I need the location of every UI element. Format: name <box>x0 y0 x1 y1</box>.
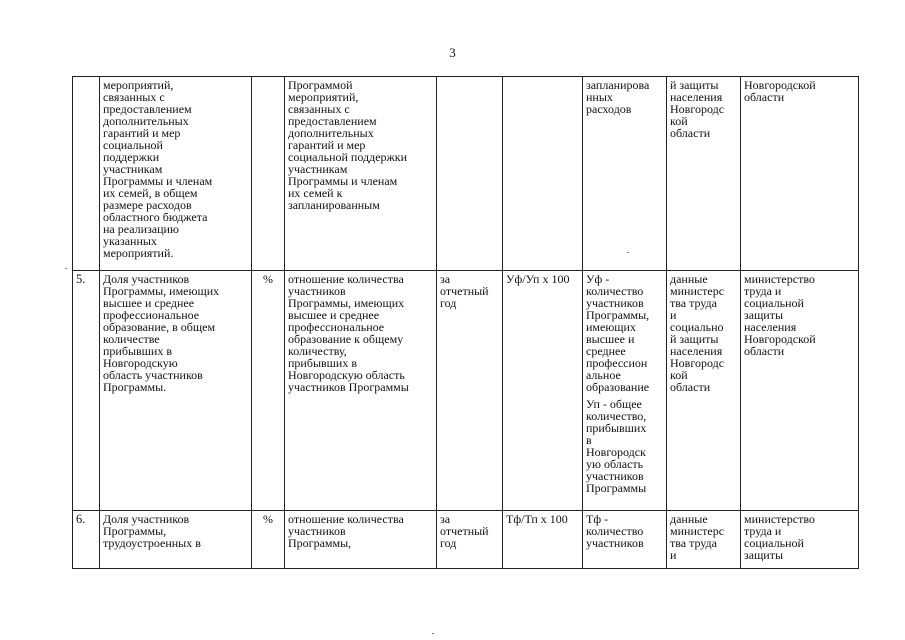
unit: % <box>252 271 285 511</box>
variable-definition: Тф - количество участников <box>586 512 644 550</box>
period <box>437 77 503 271</box>
row-number <box>73 77 100 271</box>
table-row <box>73 77 859 271</box>
indicator-name: Доля участников Программы, трудоустроенных в <box>100 511 252 569</box>
variables-cell <box>583 77 667 271</box>
table-row <box>73 511 859 569</box>
period: за отчетный год <box>437 271 503 511</box>
row-number: 6. <box>73 511 100 569</box>
scan-speck <box>432 633 434 634</box>
data-source: й защиты населения Новгородс кой области <box>667 77 741 271</box>
variable-definition: Уф - количество участников Программы, имеющих высшее и среднее профессион альное образование <box>586 272 650 394</box>
indicator-name: мероприятий, связанных с предоставлением дополнительных гарантий и мер социальной поддержки участникам Программы и членам их семей, в общем размере расходов областного бюджета на реализацию указанных мероприятий. <box>100 77 252 271</box>
scan-speck <box>65 268 67 269</box>
indicator-name: Доля участников Программы, имеющих высшее и среднее профессиональное образование, в общем количестве прибывших в Новгородскую область участников Программы. <box>100 271 252 511</box>
variables-cell <box>583 271 667 511</box>
variables-cell <box>583 511 667 569</box>
formula: Уф/Уп х 100 <box>503 271 583 511</box>
formula-description: отношение количества участников Программы, <box>285 511 437 569</box>
variable-definition: Уп - общее количество, прибывших в Новгородск ую область участников Программы <box>586 397 647 495</box>
responsible: министерство труда и социальной защиты <box>741 511 859 569</box>
period: за отчетный год <box>437 511 503 569</box>
responsible: министерство труда и социальной защиты населения Новгородской области <box>741 271 859 511</box>
formula: Тф/Тп х 100 <box>503 511 583 569</box>
scan-speck <box>627 252 629 253</box>
formula-description: отношение количества участников Программы, имеющих высшее и среднее профессиональное образование к общему количеству, прибывших в Новгородскую область участников Программы <box>285 271 437 511</box>
indicators-table <box>72 76 859 569</box>
unit: % <box>252 511 285 569</box>
data-source: данные министерс тва труда и <box>667 511 741 569</box>
formula-description: Программой мероприятий, связанных с предоставлением дополнительных гарантий и мер социальной поддержки участникам Программы и членам их семей к запланированным <box>285 77 437 271</box>
table-row <box>73 271 859 511</box>
formula <box>503 77 583 271</box>
variable-definition: запланирова нных расходов <box>586 78 650 116</box>
data-source: данные министерс тва труда и социально й защиты населения Новгородс кой области <box>667 271 741 511</box>
unit <box>252 77 285 271</box>
responsible: Новгородской области <box>741 77 859 271</box>
row-number: 5. <box>73 271 100 511</box>
page-number: 3 <box>449 45 456 60</box>
